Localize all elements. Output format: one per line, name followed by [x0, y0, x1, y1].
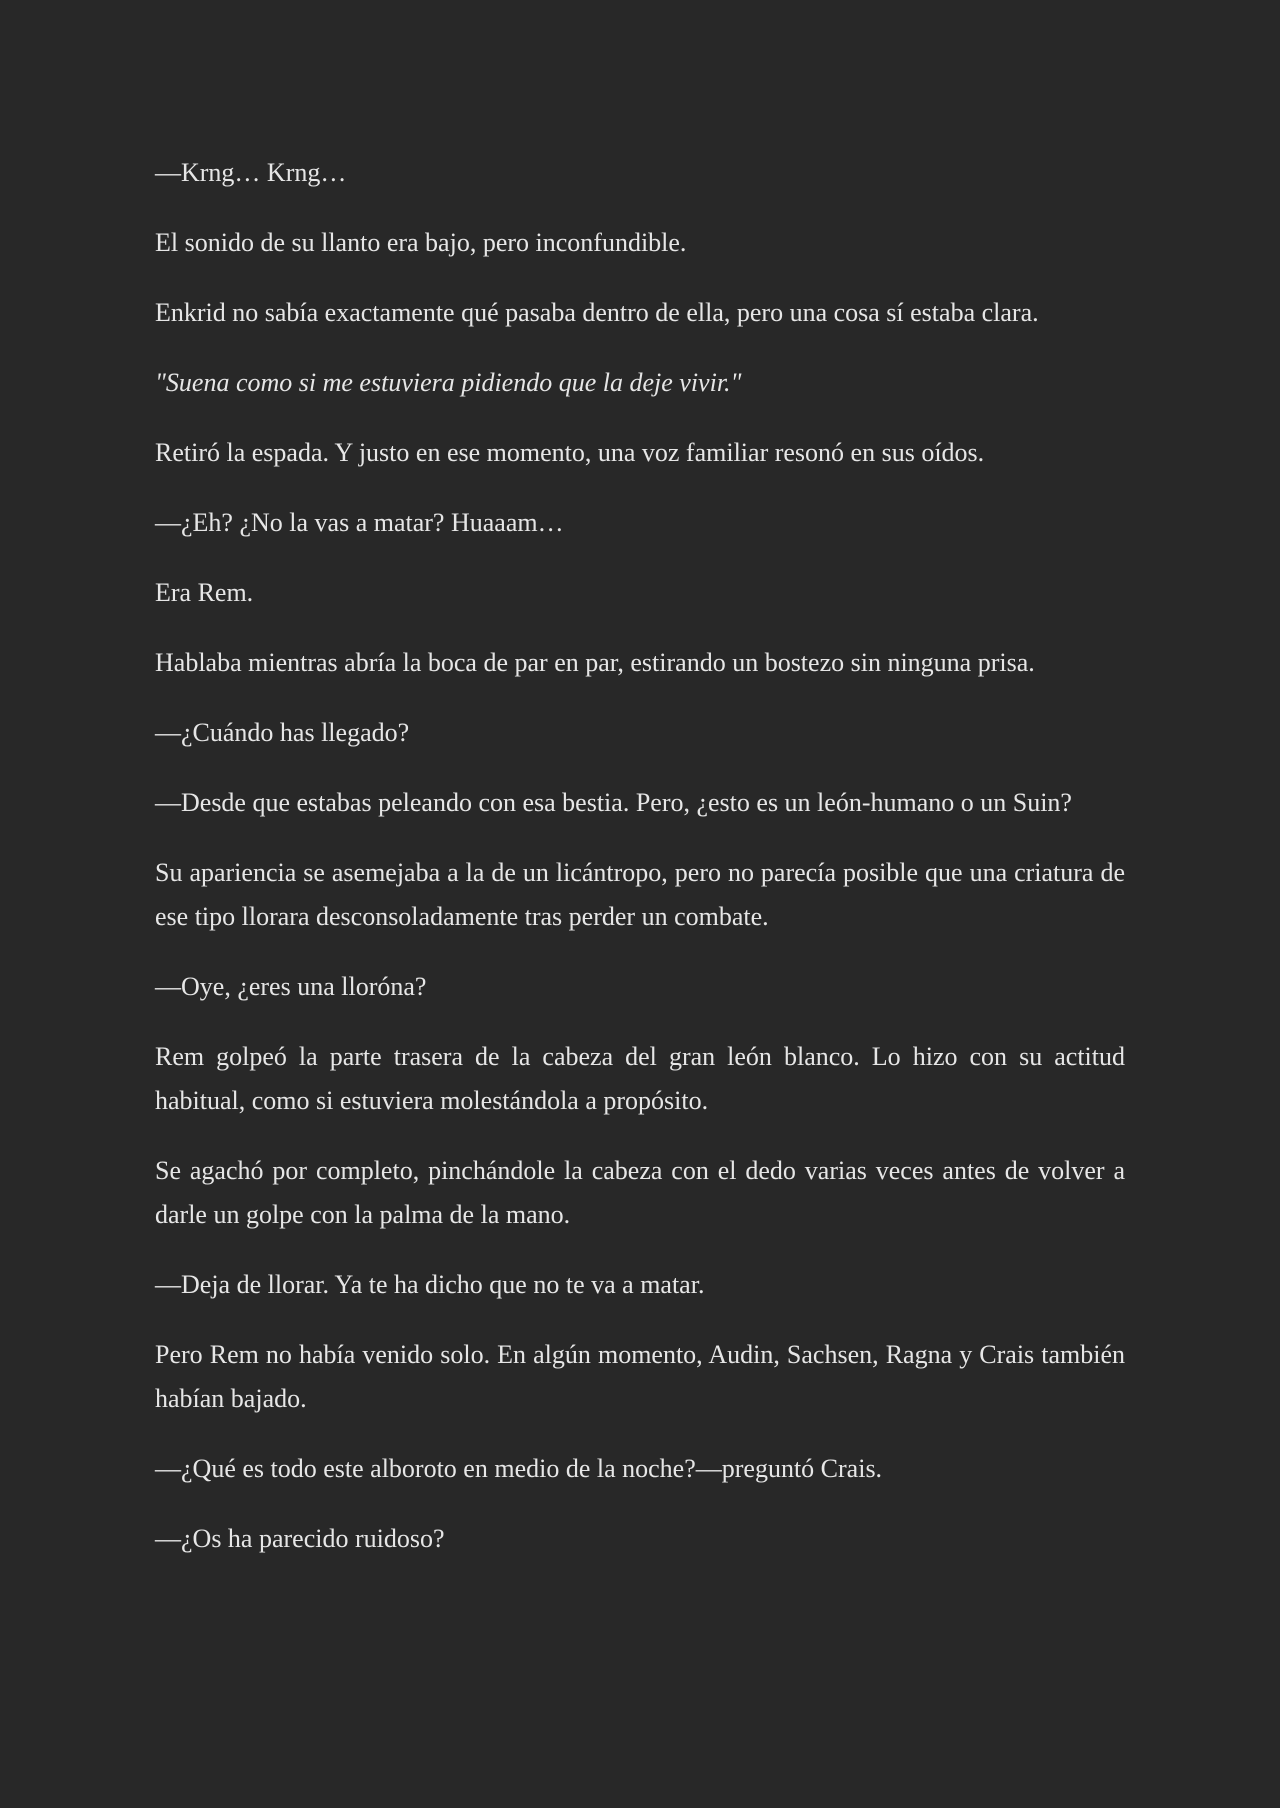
- paragraph: —Oye, ¿eres una lloróna?: [155, 972, 427, 1001]
- paragraph: Era Rem.: [155, 578, 254, 607]
- paragraph: Retiró la espada. Y justo en ese momento, una voz familiar resonó en sus oídos.: [155, 438, 985, 467]
- chapter-text: [155, 151, 1125, 1587]
- paragraph: Hablaba mientras abría la boca de par en par, estirando un bostezo sin ninguna prisa.: [155, 648, 1035, 677]
- paragraph: —¿Cuándo has llegado?: [155, 718, 410, 747]
- paragraph: —Krng… Krng…: [155, 158, 347, 187]
- paragraph: —¿Eh? ¿No la vas a matar? Huaaam…: [155, 508, 564, 537]
- paragraph: Se agachó por completo, pinchándole la cabeza con el dedo varias veces antes de volver a darle un golpe con la palma de la mano.: [155, 1156, 1125, 1229]
- paragraph: Rem golpeó la parte trasera de la cabeza del gran león blanco. Lo hizo con su actitud habitual, como si estuviera molestándola a propósito.: [155, 1042, 1125, 1115]
- paragraph: "Suena como si me estuviera pidiendo que la deje vivir.": [155, 368, 742, 397]
- paragraph: —¿Os ha parecido ruidoso?: [155, 1524, 445, 1553]
- paragraph: El sonido de su llanto era bajo, pero inconfundible.: [155, 228, 687, 257]
- paragraph: —Deja de llorar. Ya te ha dicho que no te va a matar.: [155, 1270, 705, 1299]
- paragraph: —Desde que estabas peleando con esa bestia. Pero, ¿esto es un león-humano o un Suin?: [155, 788, 1072, 817]
- paragraph: —¿Qué es todo este alboroto en medio de la noche?—preguntó Crais.: [155, 1454, 883, 1483]
- paragraph: Pero Rem no había venido solo. En algún momento, Audin, Sachsen, Ragna y Crais también habían bajado.: [155, 1340, 1125, 1413]
- paragraph: Su apariencia se asemejaba a la de un licántropo, pero no parecía posible que una criatura de ese tipo llorara desconsoladamente tras perder un combate.: [155, 858, 1125, 931]
- paragraph: Enkrid no sabía exactamente qué pasaba dentro de ella, pero una cosa sí estaba clara.: [155, 298, 1039, 327]
